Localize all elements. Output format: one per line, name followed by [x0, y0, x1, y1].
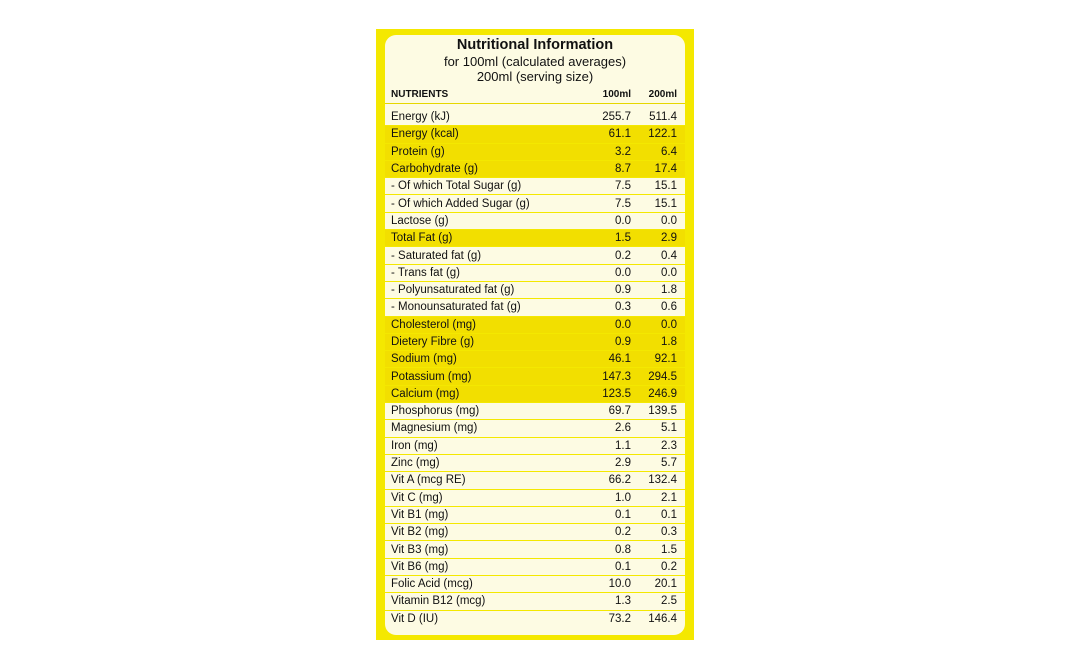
nutrient-row	[385, 213, 685, 230]
nutrient-value-200ml: 15.1	[654, 180, 677, 193]
nutrient-value-100ml: 0.8	[615, 543, 631, 556]
nutrient-value-200ml: 2.3	[661, 439, 677, 452]
nutrient-row	[385, 438, 685, 455]
nutrient-name: Carbohydrate (g)	[391, 163, 478, 176]
nutrient-value-100ml: 8.7	[615, 163, 631, 176]
nutrient-name: Vitamin B12 (mcg)	[391, 595, 486, 608]
nutrient-value-200ml: 2.1	[661, 491, 677, 504]
nutrient-value-100ml: 0.0	[615, 214, 631, 227]
nutrient-name: Phosphorus (mg)	[391, 405, 480, 418]
nutrient-value-200ml: 0.0	[661, 214, 677, 227]
nutrient-value-100ml: 3.2	[615, 145, 631, 158]
column-header-nutrients: NUTRIENTS	[391, 89, 449, 100]
nutrient-value-100ml: 1.3	[615, 595, 631, 608]
nutrient-name: Energy (kcal)	[391, 128, 459, 141]
nutrient-row	[385, 524, 685, 541]
nutrient-row	[385, 126, 685, 143]
nutrient-value-100ml: 0.9	[615, 284, 631, 297]
nutrient-name: Energy (kJ)	[391, 111, 450, 124]
nutrient-value-100ml: 61.1	[608, 128, 631, 141]
nutrient-row	[385, 386, 685, 403]
nutrient-value-200ml: 5.7	[661, 457, 677, 470]
nutrient-row	[385, 368, 685, 385]
nutrient-value-100ml: 147.3	[602, 370, 631, 383]
nutrient-value-200ml: 511.4	[649, 111, 677, 124]
nutrient-value-200ml: 294.5	[648, 370, 677, 383]
nutrient-value-100ml: 0.3	[615, 301, 631, 314]
nutrient-value-100ml: 66.2	[608, 474, 631, 487]
nutrient-value-100ml: 0.1	[615, 560, 631, 573]
nutrient-value-200ml: 0.0	[661, 266, 677, 279]
nutrient-row	[385, 282, 685, 299]
label-subtitle-serving: 200ml (serving size)	[476, 69, 594, 84]
nutrient-row	[385, 265, 685, 282]
nutrient-value-200ml: 246.9	[648, 387, 677, 400]
nutrient-value-200ml: 1.8	[661, 336, 677, 348]
nutrient-value-200ml: 6.4	[661, 145, 677, 158]
nutrient-name: Vit A (mcg RE)	[391, 474, 466, 487]
nutrient-value-100ml: 0.1	[615, 508, 631, 521]
nutrient-name: - Polyunsaturated fat (g)	[391, 284, 515, 297]
column-header-200ml: 200ml	[648, 89, 677, 100]
nutrient-value-200ml: 17.4	[654, 163, 677, 176]
nutrient-name: Magnesium (mg)	[391, 422, 478, 435]
nutrient-value-200ml: 146.4	[648, 613, 677, 626]
nutrient-row	[385, 178, 685, 195]
nutrient-row	[385, 195, 685, 212]
nutrient-value-200ml: 5.1	[661, 422, 677, 435]
nutrient-name: Vit C (mg)	[391, 491, 443, 504]
nutrient-name: Total Fat (g)	[391, 232, 453, 245]
nutrient-name: Iron (mg)	[391, 439, 438, 452]
nutrient-name: Vit B6 (mg)	[391, 560, 449, 573]
nutrient-value-200ml: 0.2	[661, 560, 677, 573]
nutrient-row	[385, 403, 685, 420]
nutrient-name: Protein (g)	[391, 145, 445, 158]
nutrient-row	[385, 455, 685, 472]
nutrient-name: Vit B3 (mg)	[391, 543, 449, 556]
nutrient-row	[385, 593, 685, 610]
label-subtitle-100ml: for 100ml (calculated averages)	[443, 54, 627, 69]
nutrition-label-panel	[376, 29, 694, 640]
nutrient-value-200ml: 122.1	[648, 128, 677, 141]
nutrient-name: - Saturated fat (g)	[391, 249, 482, 262]
nutrient-row	[385, 559, 685, 576]
nutrient-name: Lactose (g)	[391, 214, 449, 227]
nutrient-value-200ml: 132.4	[648, 474, 677, 487]
nutrient-row	[385, 541, 685, 558]
nutrient-value-100ml: 2.9	[615, 457, 631, 470]
nutrient-value-100ml: 7.5	[615, 197, 631, 210]
nutrient-name: Zinc (mg)	[391, 457, 440, 470]
nutrient-name: - Of which Total Sugar (g)	[391, 180, 522, 193]
nutrient-name: Calcium (mg)	[391, 387, 460, 400]
nutrient-value-100ml: 69.7	[608, 405, 631, 418]
nutrient-name: - Monounsaturated fat (g)	[391, 301, 521, 314]
nutrient-value-200ml: 1.5	[661, 543, 677, 556]
nutrient-row	[385, 576, 685, 593]
column-header-100ml: 100ml	[602, 89, 631, 100]
nutrient-row	[385, 109, 685, 126]
nutrient-name: - Of which Added Sugar (g)	[391, 197, 530, 210]
nutrient-value-200ml: 15.1	[654, 197, 677, 210]
nutrient-row	[385, 299, 685, 316]
nutrient-row	[385, 472, 685, 489]
nutrient-name: Folic Acid (mcg)	[391, 578, 473, 591]
nutrient-row	[385, 317, 685, 334]
nutrient-value-200ml: 0.3	[661, 526, 677, 539]
nutrient-name: Cholesterol (mg)	[391, 318, 476, 331]
nutrient-name: Potassium (mg)	[391, 370, 472, 383]
nutrient-value-200ml: 2.5	[661, 595, 677, 608]
nutrient-value-100ml: 0.2	[615, 526, 631, 539]
nutrient-value-200ml: 139.5	[648, 405, 677, 418]
nutrient-value-100ml: 255.7	[602, 111, 631, 124]
nutrient-value-200ml: 20.1	[654, 578, 677, 591]
nutrient-value-200ml: 0.4	[661, 249, 677, 262]
nutrient-name: Dietery Fibre (g)	[391, 336, 475, 348]
label-header	[385, 37, 685, 84]
nutrient-value-200ml: 1.8	[661, 284, 677, 297]
nutrient-value-100ml: 123.5	[602, 387, 631, 400]
nutrient-row	[385, 507, 685, 524]
nutrient-name: Vit B2 (mg)	[391, 526, 449, 539]
nutrient-name: Sodium (mg)	[391, 353, 457, 366]
nutrient-row	[385, 334, 685, 351]
label-title: Nutritional Information	[456, 37, 614, 53]
nutrient-value-100ml: 0.0	[615, 266, 631, 279]
nutrient-value-100ml: 1.1	[615, 439, 631, 452]
nutrient-row	[385, 230, 685, 247]
nutrient-name: Vit D (IU)	[391, 613, 439, 626]
nutrient-value-200ml: 92.1	[654, 353, 677, 366]
nutrient-value-100ml: 46.1	[608, 353, 631, 366]
nutrient-value-200ml: 0.6	[661, 301, 677, 314]
nutrition-label-inner	[385, 35, 685, 635]
nutrient-rows	[385, 109, 685, 628]
nutrient-value-100ml: 7.5	[615, 180, 631, 193]
nutrient-row	[385, 490, 685, 507]
nutrient-value-200ml: 0.0	[661, 318, 677, 331]
column-header-row	[385, 84, 685, 104]
nutrient-value-100ml: 0.0	[615, 318, 631, 331]
nutrient-value-100ml: 1.0	[615, 491, 631, 504]
nutrient-value-200ml: 2.9	[661, 232, 677, 245]
nutrient-row	[385, 420, 685, 437]
nutrient-value-100ml: 10.0	[608, 578, 631, 591]
nutrient-name: Vit B1 (mg)	[391, 508, 449, 521]
nutrient-value-100ml: 73.2	[608, 613, 631, 626]
nutrient-value-100ml: 0.9	[615, 336, 631, 348]
nutrient-row	[385, 247, 685, 264]
nutrient-row	[385, 144, 685, 161]
nutrient-value-200ml: 0.1	[661, 508, 677, 521]
nutrient-name: - Trans fat (g)	[391, 266, 461, 279]
nutrient-value-100ml: 2.6	[615, 422, 631, 435]
nutrient-row	[385, 351, 685, 368]
nutrient-value-100ml: 0.2	[615, 249, 631, 262]
nutrient-value-100ml: 1.5	[615, 232, 631, 245]
nutrient-row	[385, 161, 685, 178]
nutrient-row	[385, 611, 685, 628]
